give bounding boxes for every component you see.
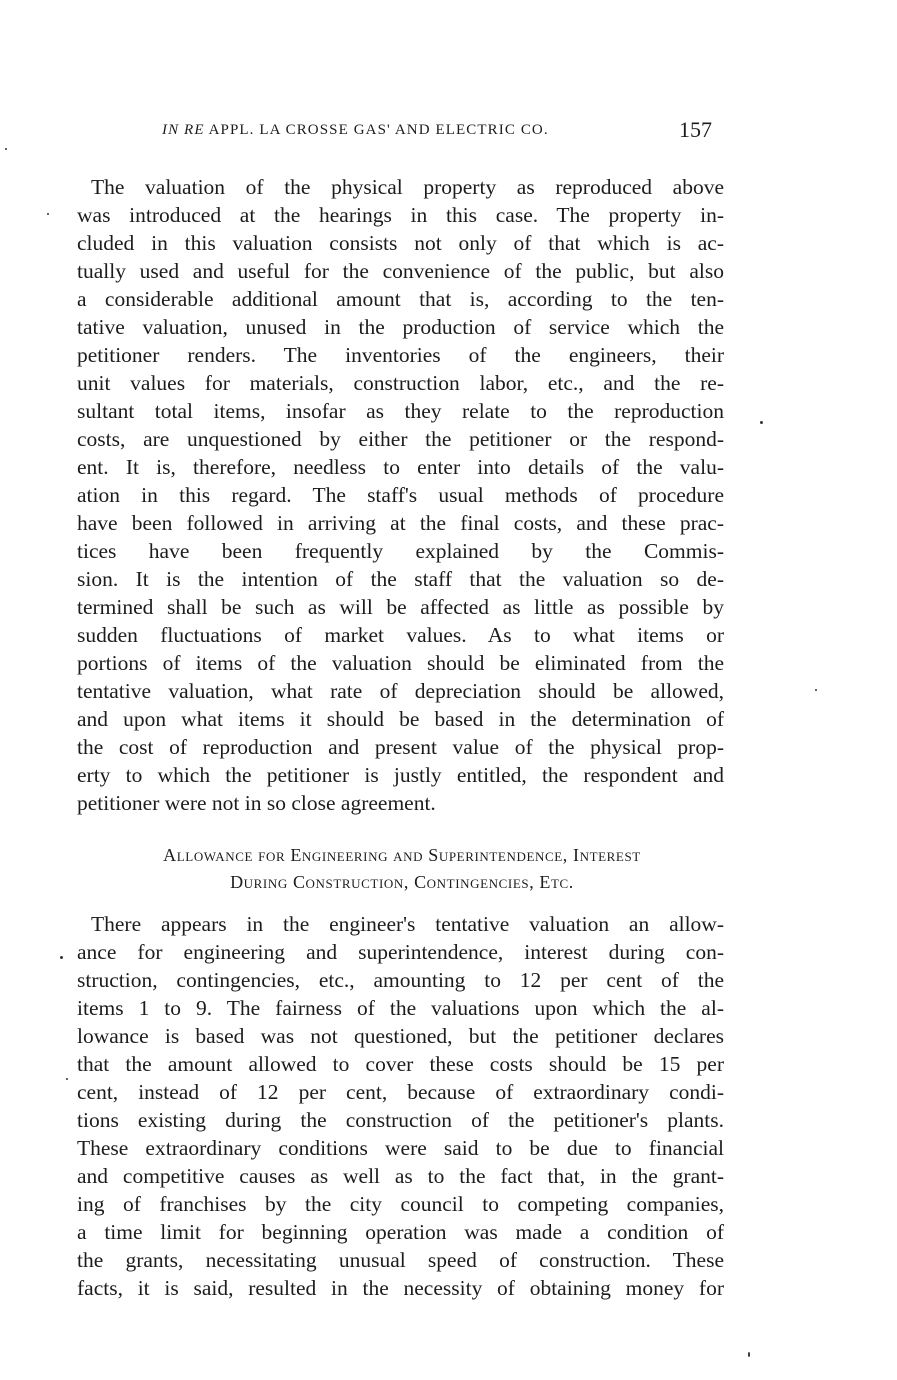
paragraph-1-line: The valuation of the physical property as reproduced above: [91, 175, 724, 199]
scan-speck: [815, 689, 817, 691]
paragraph-1-line: sion. It is the intention of the staff that the valuation so de-: [77, 567, 724, 591]
paragraph-1-line: unit values for materials, construction labor, etc., and the re-: [77, 371, 724, 395]
paragraph-1-line: cluded in this valuation consists not only of that which is ac-: [77, 231, 724, 255]
paragraph-1-line: sultant total items, insofar as they relate to the reproduction: [77, 399, 724, 423]
scan-speck: [66, 1078, 68, 1080]
paragraph-2-line: the grants, necessitating unusual speed of construction. These: [77, 1248, 724, 1272]
paragraph-1-line: and upon what items it should be based in the determination of: [77, 707, 724, 731]
paragraph-1-line: was introduced at the hearings in this case. The property in-: [77, 203, 724, 227]
paragraph-2-line: There appears in the engineer's tentative valuation an allow-: [91, 912, 724, 936]
paragraph-2-line: lowance is based was not questioned, but the petitioner declares: [77, 1024, 724, 1048]
paragraph-1-line: the cost of reproduction and present value of the physical prop-: [77, 735, 724, 759]
paragraph-1-line: erty to which the petitioner is justly entitled, the respondent and: [77, 763, 724, 787]
running-header: [80, 118, 720, 144]
paragraph-1-line: petitioner were not in so close agreement.: [77, 791, 436, 815]
paragraph-1-line: tative valuation, unused in the production of service which the: [77, 315, 724, 339]
paragraph-2-line: ance for engineering and superintendence, interest during con-: [77, 940, 724, 964]
paragraph-1-line: costs, are unquestioned by either the petitioner or the respond-: [77, 427, 724, 451]
section-heading-line: During Construction, Contingencies, Etc.: [230, 872, 574, 892]
paragraph-2-line: a time limit for beginning operation was made a condition of: [77, 1220, 724, 1244]
paragraph-1-line: ation in this regard. The staff's usual methods of procedure: [77, 483, 724, 507]
running-title: [162, 122, 549, 139]
paragraph-2-line: and competitive causes as well as to the fact that, in the grant-: [77, 1164, 724, 1188]
paragraph-1-line: tices have been frequently explained by the Commis-: [77, 539, 724, 563]
paragraph-2-line: cent, instead of 12 per cent, because of extraordinary condi-: [77, 1080, 724, 1104]
scan-speck: [60, 956, 63, 959]
paragraph-2-line: facts, it is said, resulted in the necessity of obtaining money for: [77, 1276, 724, 1300]
paragraph-2-line: items 1 to 9. The fairness of the valuations upon which the al-: [77, 996, 724, 1020]
paragraph-2-line: tions existing during the construction of the petitioner's plants.: [77, 1108, 724, 1132]
paragraph-1-line: sudden fluctuations of market values. As to what items or: [77, 623, 724, 647]
paragraph-2-line: struction, contingencies, etc., amounting to 12 per cent of the: [77, 968, 724, 992]
paragraph-1-line: ent. It is, therefore, needless to enter into details of the valu-: [77, 455, 724, 479]
running-title-italic: IN RE: [162, 122, 205, 138]
paragraph-1-line: termined shall be such as will be affected as little as possible by: [77, 595, 724, 619]
scan-speck: [748, 1352, 750, 1357]
scan-speck: [5, 148, 7, 150]
section-heading-line: Allowance for Engineering and Superintendence, Interest: [163, 845, 641, 865]
scan-speck: [47, 213, 49, 215]
paragraph-1-line: tentative valuation, what rate of depreciation should be allowed,: [77, 679, 724, 703]
paragraph-2-line: These extraordinary conditions were said to be due to financial: [77, 1136, 724, 1160]
running-title-rest: APPL. LA CROSSE GAS' AND ELECTRIC CO.: [204, 122, 549, 138]
paragraph-1-line: petitioner renders. The inventories of the engineers, their: [77, 343, 724, 367]
paragraph-1-line: portions of items of the valuation should be eliminated from the: [77, 651, 724, 675]
paragraph-1-line: a considerable additional amount that is, according to the ten-: [77, 287, 724, 311]
scan-speck: [760, 421, 763, 424]
page-number: 157: [679, 117, 712, 142]
paragraph-1-line: tually used and useful for the convenience of the public, but also: [77, 259, 724, 283]
paragraph-2-line: ing of franchises by the city council to competing companies,: [77, 1192, 724, 1216]
paragraph-1-line: have been followed in arriving at the final costs, and these prac-: [77, 511, 724, 535]
paragraph-2-line: that the amount allowed to cover these costs should be 15 per: [77, 1052, 724, 1076]
